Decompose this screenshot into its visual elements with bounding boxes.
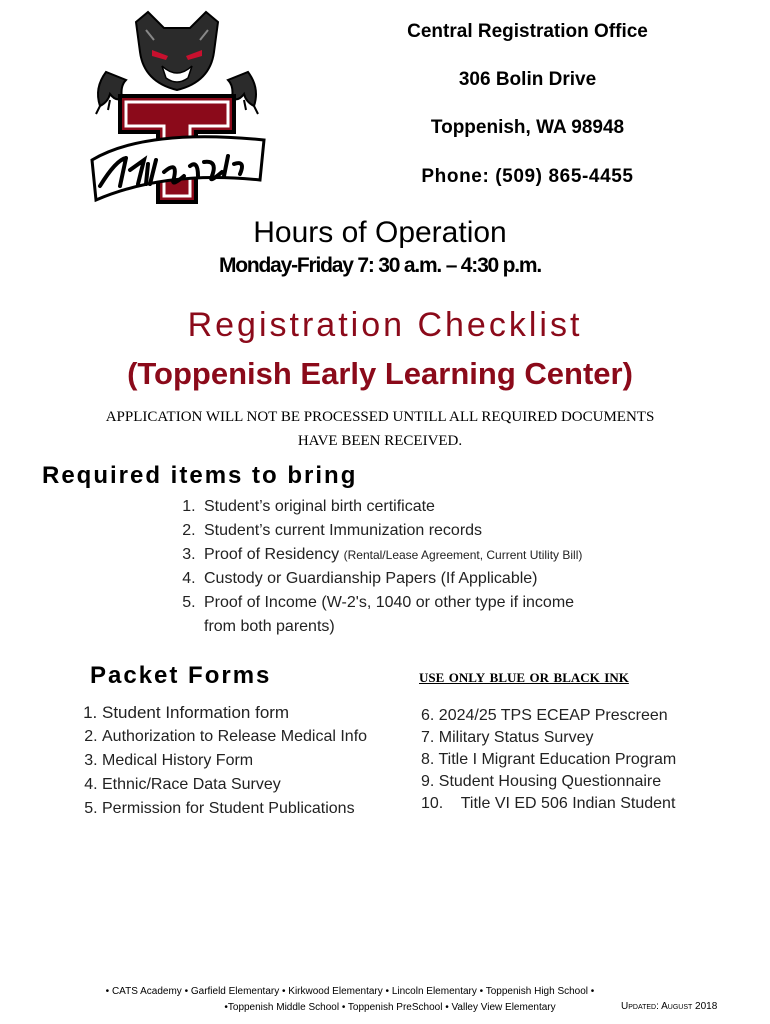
packet-forms-left-list [58,701,442,821]
required-heading: Required items to bring [42,462,358,489]
office-street: 306 Bolin Drive [458,69,597,90]
notice-line-1: APPLICATION WILL NOT BE PROCESSED UNTILL ALL REQUIRED DOCUMENTS [105,409,655,425]
list-item: 1. Student Information form [102,701,442,725]
required-items-list [160,495,680,639]
office-name: Central Registration Office [407,21,648,42]
footer-schools-line-2: •Toppenish Middle School • Toppenish PreSchool • Valley View Elementary [224,1002,556,1013]
packet-forms-right-list [421,705,751,815]
wildcats-logo-graphic [86,10,268,206]
hours-title: Hours of Operation [253,216,507,249]
list-item: 4. Ethnic/Race Data Survey [102,773,442,797]
list-item: 3. Medical History Form [102,749,442,773]
list-item: 2. Student’s current Immunization records [200,519,680,543]
list-item: 5. Proof of Income (W-2's, 1040 or other type if income from both parents) [200,591,584,639]
list-item: 6. 2024/25 TPS ECEAP Prescreen [421,707,668,724]
updated-date: Updated: August 2018 [621,1001,718,1012]
checklist-title: Registration Checklist [187,306,583,344]
notice-line-2: HAVE BEEN RECEIVED. [297,433,463,449]
checklist-subtitle: (Toppenish Early Learning Center) [127,356,633,391]
list-item: 8. Title I Migrant Education Program [421,751,677,768]
ink-notice: use only blue or black ink [419,666,629,686]
residency-note: (Rental/Lease Agreement, Current Utility Bill) [343,548,583,562]
wildcats-logo [86,10,268,206]
list-item: 5. Permission for Student Publications [102,797,442,821]
hours-schedule: Monday-Friday 7: 30 a.m. – 4:30 p.m. [218,254,542,277]
footer-schools-line-1: • CATS Academy • Garfield Elementary • Kirkwood Elementary • Lincoln Elementary • Toppenish High School • [105,986,595,997]
office-city: Toppenish, WA 98948 [430,117,625,138]
processing-notice [60,405,700,453]
office-phone: Phone: (509) 865-4455 [421,166,634,187]
list-item: 2. Authorization to Release Medical Info [102,725,442,749]
list-item: 1. Student’s original birth certificate [200,495,680,519]
list-item: 4. Custody or Guardianship Papers (If Applicable) [200,567,680,591]
list-item: 3. Proof of Residency (Rental/Lease Agreement, Current Utility Bill) [200,543,680,567]
packet-heading: Packet Forms [90,662,272,689]
list-item: 7. Military Status Survey [421,729,594,746]
list-item: 10. Title VI ED 506 Indian Student [421,795,676,812]
list-item: 9. Student Housing Questionnaire [421,773,662,790]
